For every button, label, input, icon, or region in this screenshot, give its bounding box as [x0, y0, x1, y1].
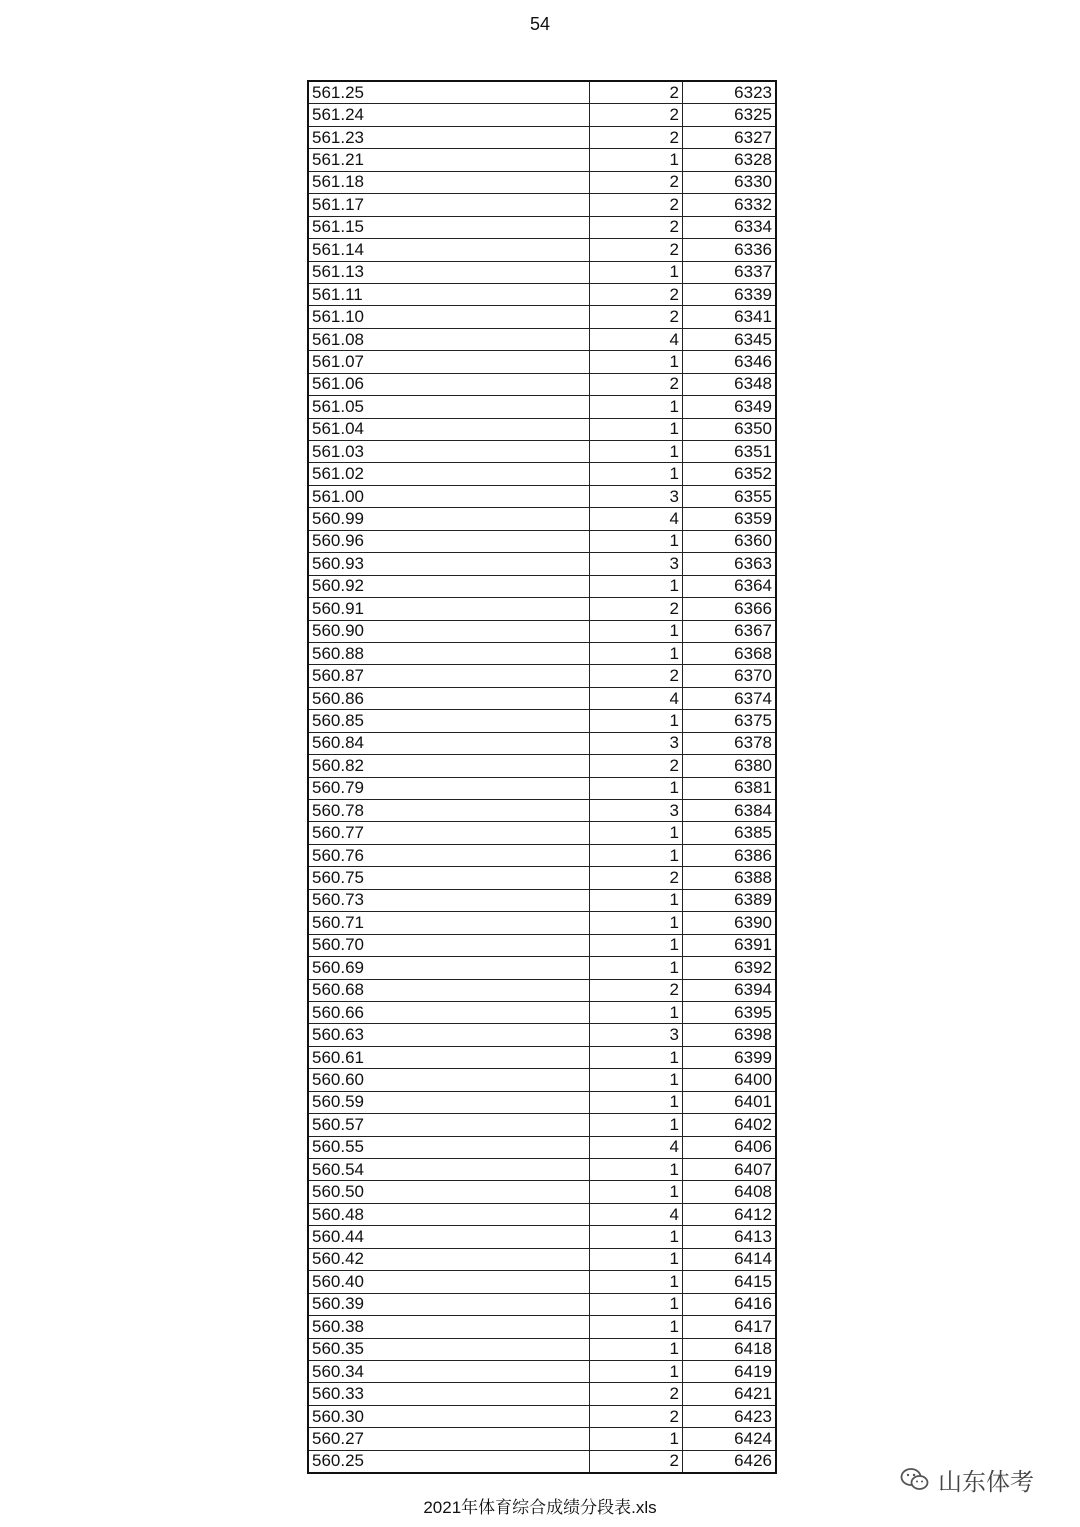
count-cell: 2	[590, 755, 683, 777]
table-row	[308, 957, 776, 979]
cumulative-cell: 6417	[683, 1316, 777, 1338]
score-cell: 560.40	[308, 1271, 590, 1293]
score-cell: 560.93	[308, 553, 590, 575]
cumulative-cell: 6413	[683, 1226, 777, 1248]
score-cell: 561.24	[308, 104, 590, 126]
score-cell: 561.17	[308, 194, 590, 216]
score-table	[307, 80, 777, 1474]
cumulative-cell: 6367	[683, 620, 777, 642]
table-row	[308, 575, 776, 597]
count-cell: 1	[590, 1338, 683, 1360]
score-cell: 560.75	[308, 867, 590, 889]
count-cell: 3	[590, 732, 683, 754]
cumulative-cell: 6330	[683, 171, 777, 193]
cumulative-cell: 6366	[683, 598, 777, 620]
score-cell: 560.63	[308, 1024, 590, 1046]
table-row	[308, 710, 776, 732]
count-cell: 3	[590, 553, 683, 575]
table-row	[308, 171, 776, 193]
table-row	[308, 822, 776, 844]
table-row	[308, 800, 776, 822]
table-row	[308, 1383, 776, 1405]
score-cell: 561.15	[308, 216, 590, 238]
table-row	[308, 351, 776, 373]
table-row	[308, 1226, 776, 1248]
score-cell: 560.82	[308, 755, 590, 777]
cumulative-cell: 6364	[683, 575, 777, 597]
cumulative-cell: 6424	[683, 1428, 777, 1450]
count-cell: 1	[590, 418, 683, 440]
table-row	[308, 1001, 776, 1023]
table-row	[308, 373, 776, 395]
table-row	[308, 216, 776, 238]
cumulative-cell: 6399	[683, 1046, 777, 1068]
table-row	[308, 979, 776, 1001]
cumulative-cell: 6389	[683, 889, 777, 911]
table-row	[308, 1046, 776, 1068]
table-row	[308, 261, 776, 283]
count-cell: 1	[590, 1046, 683, 1068]
cumulative-cell: 6415	[683, 1271, 777, 1293]
table-row	[308, 867, 776, 889]
cumulative-cell: 6349	[683, 396, 777, 418]
count-cell: 2	[590, 373, 683, 395]
count-cell: 2	[590, 239, 683, 261]
cumulative-cell: 6370	[683, 665, 777, 687]
table-row	[308, 1428, 776, 1450]
score-cell: 560.87	[308, 665, 590, 687]
score-cell: 561.10	[308, 306, 590, 328]
table-row	[308, 441, 776, 463]
table-row	[308, 306, 776, 328]
count-cell: 4	[590, 1203, 683, 1225]
cumulative-cell: 6426	[683, 1450, 777, 1473]
count-cell: 1	[590, 1428, 683, 1450]
score-cell: 561.02	[308, 463, 590, 485]
count-cell: 1	[590, 1091, 683, 1113]
cumulative-cell: 6378	[683, 732, 777, 754]
table-row	[308, 755, 776, 777]
score-cell: 560.30	[308, 1405, 590, 1427]
cumulative-cell: 6328	[683, 149, 777, 171]
count-cell: 3	[590, 485, 683, 507]
cumulative-cell: 6325	[683, 104, 777, 126]
cumulative-cell: 6323	[683, 81, 777, 104]
cumulative-cell: 6375	[683, 710, 777, 732]
table-row	[308, 1450, 776, 1473]
table-row	[308, 508, 776, 530]
cumulative-cell: 6391	[683, 934, 777, 956]
score-cell: 561.05	[308, 396, 590, 418]
score-cell: 561.06	[308, 373, 590, 395]
count-cell: 2	[590, 216, 683, 238]
score-cell: 560.59	[308, 1091, 590, 1113]
count-cell: 1	[590, 1248, 683, 1270]
count-cell: 1	[590, 1226, 683, 1248]
table-row	[308, 1405, 776, 1427]
score-cell: 560.84	[308, 732, 590, 754]
score-cell: 560.42	[308, 1248, 590, 1270]
score-cell: 560.96	[308, 530, 590, 552]
table-row	[308, 81, 776, 104]
table-row	[308, 687, 776, 709]
count-cell: 2	[590, 104, 683, 126]
count-cell: 1	[590, 1114, 683, 1136]
score-cell: 560.73	[308, 889, 590, 911]
count-cell: 2	[590, 171, 683, 193]
cumulative-cell: 6374	[683, 687, 777, 709]
cumulative-cell: 6341	[683, 306, 777, 328]
score-cell: 560.34	[308, 1360, 590, 1382]
cumulative-cell: 6346	[683, 351, 777, 373]
score-cell: 560.50	[308, 1181, 590, 1203]
cumulative-cell: 6414	[683, 1248, 777, 1270]
score-cell: 560.88	[308, 642, 590, 664]
count-cell: 1	[590, 463, 683, 485]
count-cell: 3	[590, 1024, 683, 1046]
cumulative-cell: 6416	[683, 1293, 777, 1315]
table-row	[308, 1159, 776, 1181]
count-cell: 1	[590, 710, 683, 732]
cumulative-cell: 6423	[683, 1405, 777, 1427]
score-cell: 561.14	[308, 239, 590, 261]
score-cell: 560.57	[308, 1114, 590, 1136]
count-cell: 1	[590, 912, 683, 934]
cumulative-cell: 6360	[683, 530, 777, 552]
score-cell: 560.76	[308, 844, 590, 866]
cumulative-cell: 6406	[683, 1136, 777, 1158]
cumulative-cell: 6339	[683, 283, 777, 305]
table-row	[308, 642, 776, 664]
table-row	[308, 732, 776, 754]
count-cell: 2	[590, 1450, 683, 1473]
score-cell: 560.69	[308, 957, 590, 979]
score-cell: 561.04	[308, 418, 590, 440]
score-cell: 560.79	[308, 777, 590, 799]
count-cell: 1	[590, 1271, 683, 1293]
cumulative-cell: 6332	[683, 194, 777, 216]
cumulative-cell: 6386	[683, 844, 777, 866]
cumulative-cell: 6395	[683, 1001, 777, 1023]
cumulative-cell: 6381	[683, 777, 777, 799]
table-row	[308, 239, 776, 261]
cumulative-cell: 6345	[683, 328, 777, 350]
cumulative-cell: 6407	[683, 1159, 777, 1181]
count-cell: 1	[590, 1159, 683, 1181]
score-cell: 560.71	[308, 912, 590, 934]
table-body	[308, 81, 776, 1473]
score-cell: 560.38	[308, 1316, 590, 1338]
count-cell: 1	[590, 351, 683, 373]
score-cell: 561.21	[308, 149, 590, 171]
table-row	[308, 530, 776, 552]
count-cell: 2	[590, 665, 683, 687]
cumulative-cell: 6392	[683, 957, 777, 979]
count-cell: 2	[590, 867, 683, 889]
score-cell: 560.61	[308, 1046, 590, 1068]
cumulative-cell: 6408	[683, 1181, 777, 1203]
count-cell: 2	[590, 194, 683, 216]
count-cell: 1	[590, 957, 683, 979]
table-row	[308, 553, 776, 575]
count-cell: 1	[590, 575, 683, 597]
cumulative-cell: 6400	[683, 1069, 777, 1091]
count-cell: 4	[590, 508, 683, 530]
cumulative-cell: 6418	[683, 1338, 777, 1360]
count-cell: 1	[590, 1069, 683, 1091]
score-cell: 560.91	[308, 598, 590, 620]
score-cell: 560.35	[308, 1338, 590, 1360]
count-cell: 1	[590, 1181, 683, 1203]
count-cell: 1	[590, 1316, 683, 1338]
score-cell: 560.39	[308, 1293, 590, 1315]
table-row	[308, 912, 776, 934]
score-cell: 560.78	[308, 800, 590, 822]
score-cell: 560.33	[308, 1383, 590, 1405]
count-cell: 1	[590, 396, 683, 418]
cumulative-cell: 6384	[683, 800, 777, 822]
count-cell: 2	[590, 126, 683, 148]
count-cell: 1	[590, 777, 683, 799]
cumulative-cell: 6348	[683, 373, 777, 395]
count-cell: 1	[590, 1360, 683, 1382]
table-row	[308, 194, 776, 216]
count-cell: 1	[590, 441, 683, 463]
cumulative-cell: 6337	[683, 261, 777, 283]
watermark	[900, 1462, 1034, 1497]
score-cell: 561.08	[308, 328, 590, 350]
cumulative-cell: 6421	[683, 1383, 777, 1405]
score-cell: 560.68	[308, 979, 590, 1001]
count-cell: 4	[590, 687, 683, 709]
table-row	[308, 1181, 776, 1203]
count-cell: 2	[590, 81, 683, 104]
table-row	[308, 1293, 776, 1315]
table-row	[308, 418, 776, 440]
score-cell: 561.23	[308, 126, 590, 148]
score-cell: 560.66	[308, 1001, 590, 1023]
cumulative-cell: 6359	[683, 508, 777, 530]
cumulative-cell: 6390	[683, 912, 777, 934]
score-cell: 560.77	[308, 822, 590, 844]
count-cell: 1	[590, 822, 683, 844]
cumulative-cell: 6352	[683, 463, 777, 485]
score-cell: 560.55	[308, 1136, 590, 1158]
score-cell: 561.13	[308, 261, 590, 283]
score-cell: 560.44	[308, 1226, 590, 1248]
count-cell: 2	[590, 598, 683, 620]
cumulative-cell: 6398	[683, 1024, 777, 1046]
score-cell: 561.11	[308, 283, 590, 305]
table-row	[308, 1091, 776, 1113]
count-cell: 2	[590, 1405, 683, 1427]
count-cell: 1	[590, 934, 683, 956]
cumulative-cell: 6350	[683, 418, 777, 440]
table-row	[308, 777, 776, 799]
table-row	[308, 1114, 776, 1136]
table-row	[308, 665, 776, 687]
count-cell: 1	[590, 620, 683, 642]
count-cell: 2	[590, 306, 683, 328]
score-cell: 560.48	[308, 1203, 590, 1225]
score-cell: 560.54	[308, 1159, 590, 1181]
count-cell: 1	[590, 889, 683, 911]
table-row	[308, 598, 776, 620]
score-cell: 560.25	[308, 1450, 590, 1473]
table-row	[308, 889, 776, 911]
count-cell: 1	[590, 1001, 683, 1023]
count-cell: 1	[590, 149, 683, 171]
table-row	[308, 1136, 776, 1158]
wechat-icon	[900, 1467, 930, 1493]
table-row	[308, 1024, 776, 1046]
table-row	[308, 328, 776, 350]
table-row	[308, 1248, 776, 1270]
count-cell: 1	[590, 1293, 683, 1315]
score-cell: 560.99	[308, 508, 590, 530]
cumulative-cell: 6394	[683, 979, 777, 1001]
cumulative-cell: 6351	[683, 441, 777, 463]
count-cell: 1	[590, 844, 683, 866]
score-cell: 560.60	[308, 1069, 590, 1091]
table-row	[308, 283, 776, 305]
table-row	[308, 1338, 776, 1360]
count-cell: 3	[590, 800, 683, 822]
count-cell: 2	[590, 1383, 683, 1405]
cumulative-cell: 6388	[683, 867, 777, 889]
cumulative-cell: 6355	[683, 485, 777, 507]
score-cell: 560.70	[308, 934, 590, 956]
score-cell: 561.25	[308, 81, 590, 104]
count-cell: 2	[590, 283, 683, 305]
table-row	[308, 485, 776, 507]
cumulative-cell: 6363	[683, 553, 777, 575]
score-cell: 560.27	[308, 1428, 590, 1450]
table-row	[308, 934, 776, 956]
table-row	[308, 463, 776, 485]
count-cell: 1	[590, 642, 683, 664]
table-row	[308, 1360, 776, 1382]
cumulative-cell: 6402	[683, 1114, 777, 1136]
score-cell: 561.18	[308, 171, 590, 193]
score-cell: 560.90	[308, 620, 590, 642]
score-cell: 560.86	[308, 687, 590, 709]
score-cell: 561.00	[308, 485, 590, 507]
table-row	[308, 396, 776, 418]
cumulative-cell: 6385	[683, 822, 777, 844]
count-cell: 2	[590, 979, 683, 1001]
count-cell: 1	[590, 261, 683, 283]
cumulative-cell: 6401	[683, 1091, 777, 1113]
table-row	[308, 1069, 776, 1091]
score-cell: 561.07	[308, 351, 590, 373]
watermark-text: 山东体考	[938, 1468, 1034, 1496]
cumulative-cell: 6327	[683, 126, 777, 148]
cumulative-cell: 6419	[683, 1360, 777, 1382]
cumulative-cell: 6380	[683, 755, 777, 777]
count-cell: 4	[590, 328, 683, 350]
score-cell: 560.85	[308, 710, 590, 732]
table-row	[308, 1271, 776, 1293]
cumulative-cell: 6336	[683, 239, 777, 261]
cumulative-cell: 6334	[683, 216, 777, 238]
table-row	[308, 126, 776, 148]
cumulative-cell: 6412	[683, 1203, 777, 1225]
cumulative-cell: 6368	[683, 642, 777, 664]
table-row	[308, 1203, 776, 1225]
table-row	[308, 149, 776, 171]
count-cell: 4	[590, 1136, 683, 1158]
table-row	[308, 844, 776, 866]
page-number: 54	[529, 14, 551, 34]
table-row	[308, 104, 776, 126]
score-cell: 561.03	[308, 441, 590, 463]
footer-filename: 2021年体育综合成绩分段表.xls	[423, 1498, 657, 1517]
count-cell: 1	[590, 530, 683, 552]
table-row	[308, 1316, 776, 1338]
score-cell: 560.92	[308, 575, 590, 597]
table-row	[308, 620, 776, 642]
